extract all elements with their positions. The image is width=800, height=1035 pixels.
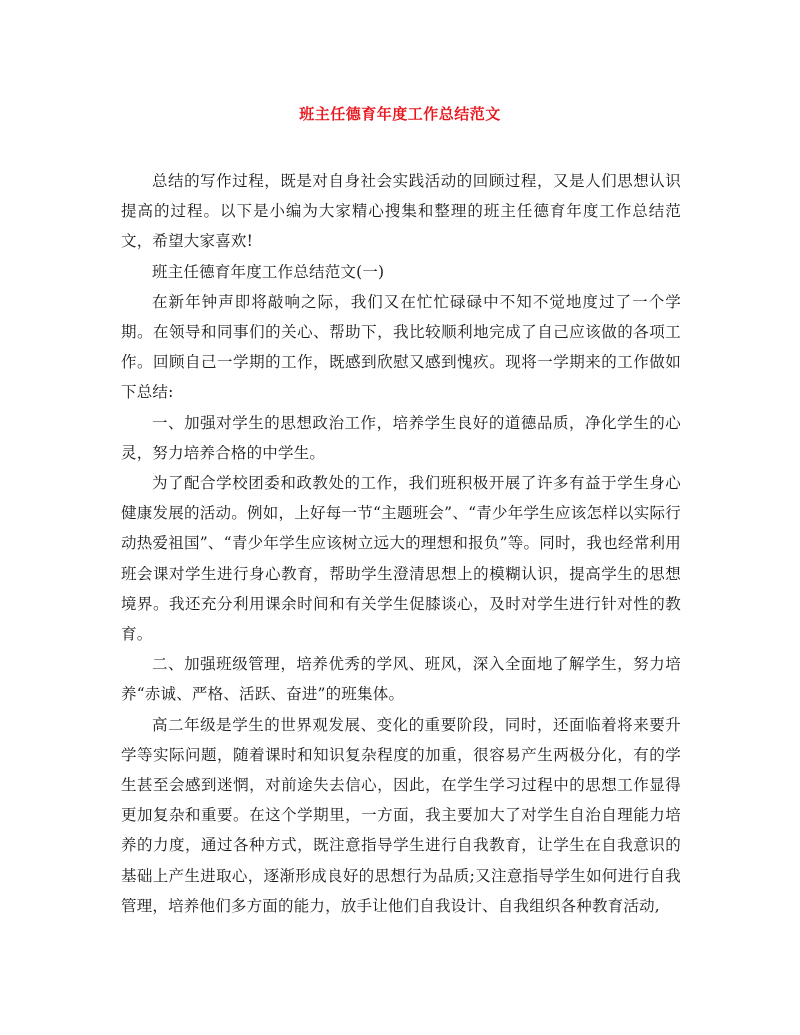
paragraph-point-two: 二、加强班级管理，培养优秀的学风、班风，深入全面地了解学生，努力培养“赤诚、严格、活跃、奋进”的班集体。 — [121, 655, 681, 704]
paragraph-grade-two: 高二年级是学生的世界观发展、变化的重要阶段，同时，还面临着将来要升学等实际问题，随着课时和知识复杂程度的加重，很容易产生两极分化，有的学生甚至会感到迷惘，对前途失去信心，因此，在学生学习过程中的思想工作显得更加复杂和重要。在这个学期里，一方面，我主要加大了对学生自治自理能力培养的力度，通过各种方式，既注意指导学生进行自我教育，让学生在自我意识的基础上产生进取心，逐渐形成良好的思想行为品质;又注意指导学生如何进行自我管理，培养他们多方面的能力，放手让他们自我设计、自我组织各种教育活动, — [121, 715, 681, 915]
paragraph-section-heading: 班主任德育年度工作总结范文(一) — [152, 262, 385, 281]
document-title: 班主任德育年度工作总结范文 — [299, 105, 501, 123]
paragraph-intro: 总结的写作过程，既是对自身社会实践活动的回顾过程，又是人们思想认识提高的过程。以下是小编为大家精心搜集和整理的班主任德育年度工作总结范文，希望大家喜欢! — [121, 172, 681, 251]
paragraph-point-one: 一、加强对学生的思想政治工作，培养学生良好的道德品质，净化学生的心灵，努力培养合格的中学生。 — [121, 413, 681, 462]
document-body — [121, 166, 681, 921]
paragraph-opening: 在新年钟声即将敲响之际，我们又在忙忙碌碌中不知不觉地度过了一个学期。在领导和同事们的关心、帮助下，我比较顺利地完成了自己应该做的各项工作。回顾自己一学期的工作，既感到欣慰又感到愧疚。现将一学期来的工作做如下总结: — [121, 292, 681, 402]
paragraph-activities: 为了配合学校团委和政教处的工作，我们班积极开展了许多有益于学生身心健康发展的活动。例如，上好每一节“主题班会”、“青少年学生应该怎样以实际行动热爱祖国”、“青少年学生应该树立远大的理想和报负”等。同时，我也经常利用班会课对学生进行身心教育，帮助学生澄清思想上的模糊认识，提高学生的思想境界。我还充分利用课余时间和有关学生促膝谈心，及时对学生进行针对性的教育。 — [121, 474, 681, 644]
